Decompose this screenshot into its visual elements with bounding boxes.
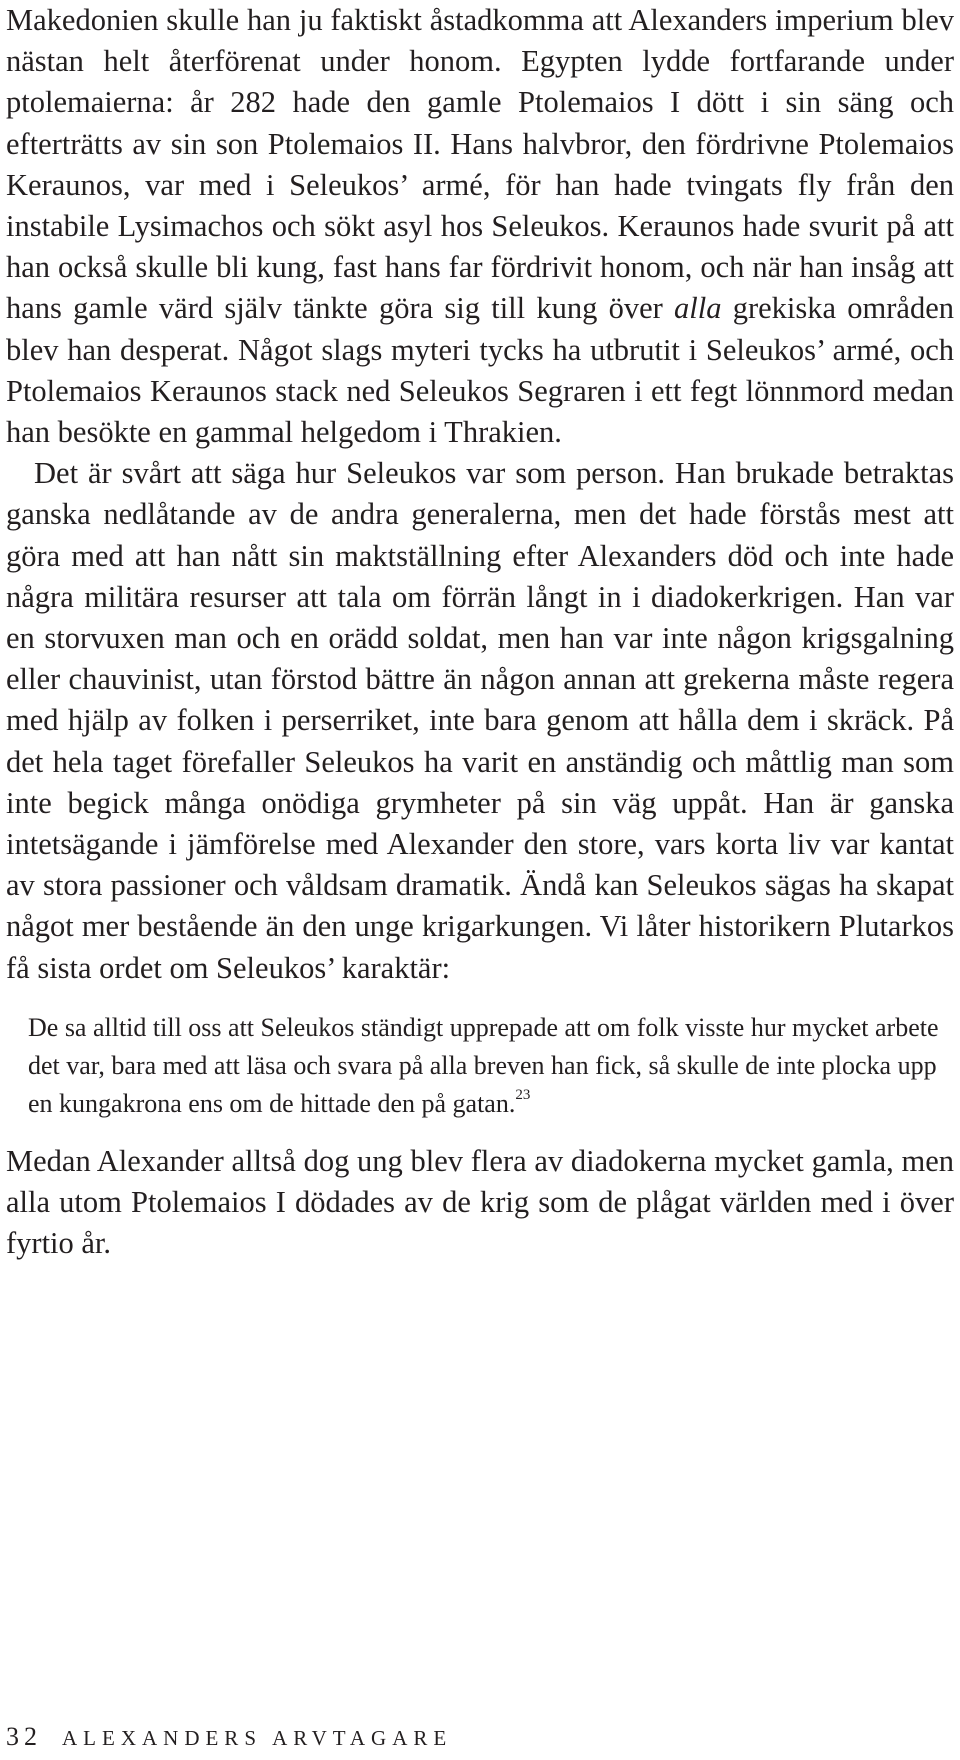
page-footer xyxy=(6,1722,452,1752)
quote-text: De sa alltid till oss att Seleukos ständigt upprepade att om folk visste hur mycket arbete det var, bara med att läsa och svara på alla breven han fick, så skulle de inte plocka upp en kungakrona ens om de hittade den på gatan. xyxy=(28,1012,939,1118)
block-quote xyxy=(28,1009,954,1123)
footnote-marker[interactable]: 23 xyxy=(515,1087,531,1104)
body-text xyxy=(6,0,954,1264)
paragraph: Medan Alexander alltså dog ung blev flera av diadokerna mycket gamla, men alla utom Ptolemaios I dödades av de krig som de plågat världen med i över fyrtio år. xyxy=(6,1143,954,1261)
running-head: ALEXANDERS ARVTAGARE xyxy=(62,1726,453,1750)
paragraph: Det är svårt att säga hur Seleukos var som person. Han brukade betraktas ganska nedlåtande av de andra generalerna, men det hade förstås mest att göra med att han nått sin maktställning efter Alexanders död och inte hade några militära resurser att tala om förrän långt in i diadokerkrigen. Han var en storvuxen man och en orädd soldat, men han var inte någon krigsgalning eller chauvinist, utan förstod bättre än någon annan att grekerna måste regera med hjälp av folken i perserriket, inte bara genom att hålla dem i skräck. På det hela taget förefaller Seleukos ha varit en anständig och måttlig man som inte begick många onödiga grymheter på sin väg uppåt. Han är ganska intetsägande i jämförelse med Alexander den store, vars korta liv var kantat av stora passioner och våldsam dramatik. Ändå kan Seleukos sägas ha skapat något mer bestående än den unge krigarkungen. Vi låter historikern Plutarkos få sista ordet om Seleukos’ karaktär: xyxy=(6,456,954,985)
paragraph-text: Makedonien skulle han ju faktiskt åstadkomma att Alexanders imperium blev nästan helt återförenat under honom. Egypten lydde fortfarande under ptolemaierna: år 282 hade den gamle Ptolemaios I dött i sin säng och efterträtts av sin son Ptolemaios II. Hans halvbror, den fördrivne Ptolemaios Keraunos, var med i Seleukos’ armé, för han hade tvingats fly från den instabile Lysimachos och sökt asyl hos Seleukos. Keraunos hade svurit på att han också skulle bli kung, fast hans far fördrivit honom, och när han insåg att hans gamle värd själv tänkte göra sig till kung över xyxy=(6,3,954,326)
paragraph-continued xyxy=(6,0,954,453)
italic-emphasis: alla xyxy=(674,291,722,326)
paragraph-text: grekiska områden blev han desperat. Något slags myteri tycks ha utbrutit i Seleukos’ armé, och Ptolemaios Keraunos stack ned Seleukos Segraren i ett fegt lönnmord medan han besökte en gammal helgedom i Thrakien. xyxy=(6,291,954,450)
page-number: 32 xyxy=(6,1722,42,1751)
